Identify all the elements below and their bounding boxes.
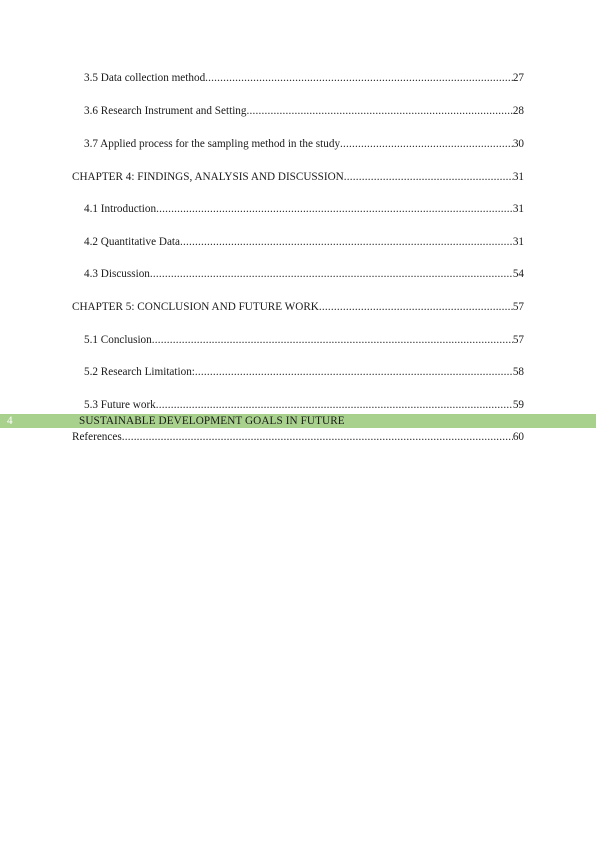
toc-entry-page: 27 (512, 72, 524, 84)
toc-dot-leader (195, 365, 513, 379)
toc-entry-page: 31 (512, 171, 524, 183)
toc-entry-label: 3.6 Research Instrument and Setting (84, 105, 247, 117)
toc-entry-page: 30 (512, 138, 524, 150)
toc-entry-label: 3.7 Applied process for the sampling method in the study (84, 138, 341, 150)
toc-entry[interactable] (84, 137, 524, 151)
toc-entry[interactable] (84, 365, 524, 379)
toc-entry-label: 5.3 Future work (84, 399, 156, 411)
toc-entry-label: 5.1 Conclusion (84, 334, 152, 346)
toc-entry-label: 4.1 Introduction (84, 203, 157, 215)
toc-entry[interactable] (84, 202, 524, 216)
toc-entry[interactable] (84, 333, 524, 347)
toc-entry-page: 31 (512, 236, 524, 248)
toc-dot-leader (150, 267, 513, 281)
toc-entry-label: CHAPTER 5: CONCLUSION AND FUTURE WORK (72, 301, 319, 313)
toc-entry[interactable] (84, 235, 524, 249)
toc-entry-page: 57 (512, 301, 524, 313)
toc-dot-leader (205, 71, 513, 85)
toc-entry-page: 60 (512, 431, 524, 443)
toc-entry[interactable] (84, 398, 524, 412)
footer-running-title: SUSTAINABLE DEVELOPMENT GOALS IN FUTURE (79, 415, 345, 427)
toc-dot-leader (247, 104, 513, 118)
toc-entry-label: References (72, 431, 122, 443)
toc-entry-label: CHAPTER 4: FINDINGS, ANALYSIS AND DISCUSSION (72, 171, 344, 183)
toc-dot-leader (156, 202, 513, 216)
toc-dot-leader (122, 430, 513, 444)
toc-entry[interactable] (84, 267, 524, 281)
toc-entry[interactable] (84, 71, 524, 85)
toc-references-entry[interactable] (72, 430, 524, 444)
toc-entry[interactable] (84, 104, 524, 118)
toc-dot-leader (180, 235, 513, 249)
toc-chapter-entry[interactable] (72, 300, 524, 314)
toc-entry-page: 28 (512, 105, 524, 117)
toc-dot-leader (319, 300, 513, 314)
running-footer-bar (0, 414, 596, 428)
toc-chapter-entry[interactable] (72, 170, 524, 184)
toc-dot-leader (152, 333, 513, 347)
toc-entry-page: 57 (512, 334, 524, 346)
toc-entry-label: 4.2 Quantitative Data (84, 236, 180, 248)
toc-entry-page: 58 (512, 366, 524, 378)
toc-dot-leader (344, 170, 513, 184)
toc-dot-leader (156, 398, 513, 412)
toc-entry-label: 5.2 Research Limitation: (84, 366, 195, 378)
toc-entry-label: 4.3 Discussion (84, 268, 150, 280)
toc-entry-page: 54 (512, 268, 524, 280)
toc-entry-page: 59 (512, 399, 524, 411)
toc-entry-page: 31 (512, 203, 524, 215)
toc-entry-label: 3.5 Data collection method (84, 72, 206, 84)
toc-dot-leader (340, 137, 513, 151)
footer-page-number: 4 (7, 415, 13, 427)
